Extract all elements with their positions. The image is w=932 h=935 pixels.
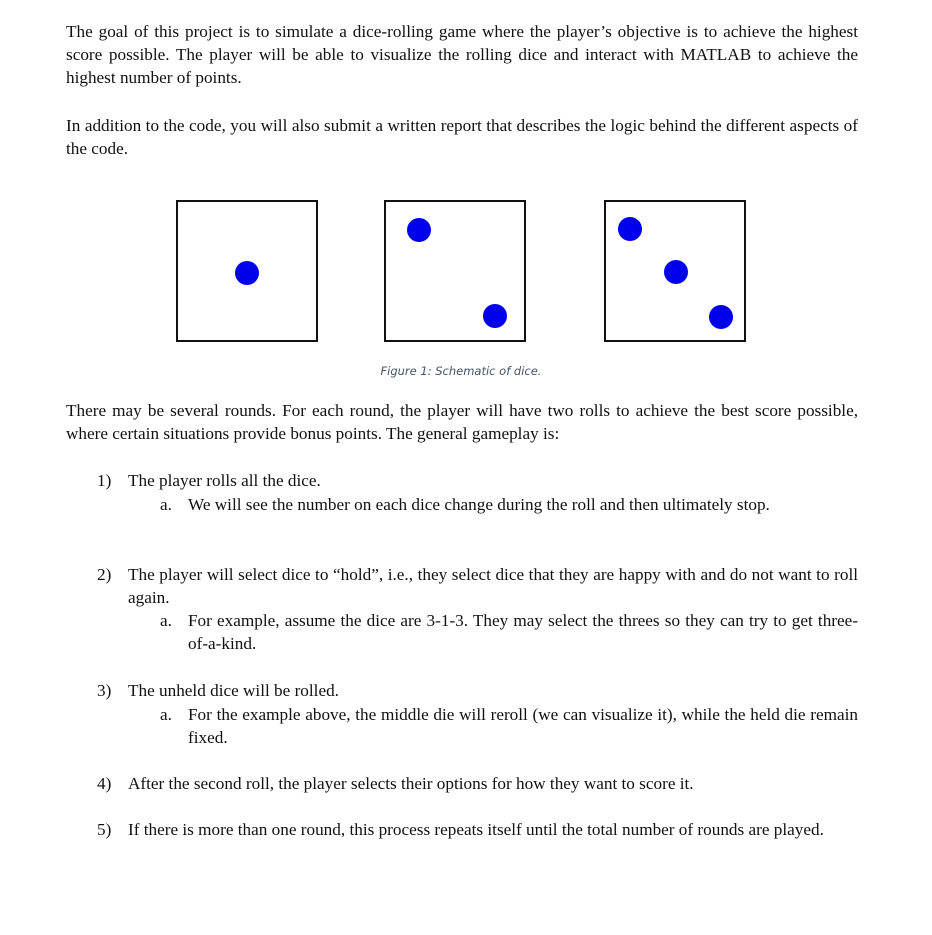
sub-step-text: We will see the number on each dice change during the roll and then ultimately stop.: [188, 495, 770, 514]
dice-figure: [0, 200, 932, 342]
step-text: If there is more than one round, this process repeats itself until the total number of rounds are played.: [128, 820, 824, 839]
intro-paragraph-report: In addition to the code, you will also submit a written report that describes the logic behind the different aspects of the code.: [66, 116, 858, 158]
sub-step-letter: a.: [160, 495, 172, 514]
die-pip: [618, 217, 642, 241]
step-text: The player rolls all the dice.: [128, 471, 321, 490]
gameplay-intro-paragraph: There may be several rounds. For each round, the player will have two rolls to achieve the best score possible, where certain situations provide bonus points. The general gameplay is:: [66, 401, 858, 443]
step-number: 3): [97, 681, 112, 700]
die-face-one: [176, 200, 318, 342]
step-number: 1): [97, 471, 112, 490]
die-face-two: [384, 200, 526, 342]
sub-step-text: For the example above, the middle die will reroll (we can visualize it), while the held die remain fixed.: [188, 705, 858, 747]
figure-caption: Figure 1: Schematic of dice.: [380, 364, 542, 378]
step-number: 5): [97, 820, 112, 839]
die-pip: [407, 218, 431, 242]
step-text: The unheld dice will be rolled.: [128, 681, 339, 700]
step-number: 2): [97, 565, 112, 584]
sub-step-letter: a.: [160, 611, 172, 630]
die-pip: [664, 260, 688, 284]
die-pip: [235, 261, 259, 285]
sub-step-letter: a.: [160, 705, 172, 724]
sub-step-text: For example, assume the dice are 3-1-3. They may select the threes so they can try to get three-of-a-kind.: [188, 611, 858, 653]
die-face-three: [604, 200, 746, 342]
step-text: The player will select dice to “hold”, i.e., they select dice that they are happy with and do not want to roll again.: [128, 565, 858, 607]
die-pip: [483, 304, 507, 328]
step-text: After the second roll, the player selects their options for how they want to score it.: [128, 774, 694, 793]
die-pip: [709, 305, 733, 329]
step-number: 4): [97, 774, 112, 793]
intro-paragraph-goal: The goal of this project is to simulate a dice-rolling game where the player’s objective is to achieve the highest score possible. The player will be able to visualize the rolling dice and interact with MATLAB to achieve the highest number of points.: [66, 22, 858, 87]
